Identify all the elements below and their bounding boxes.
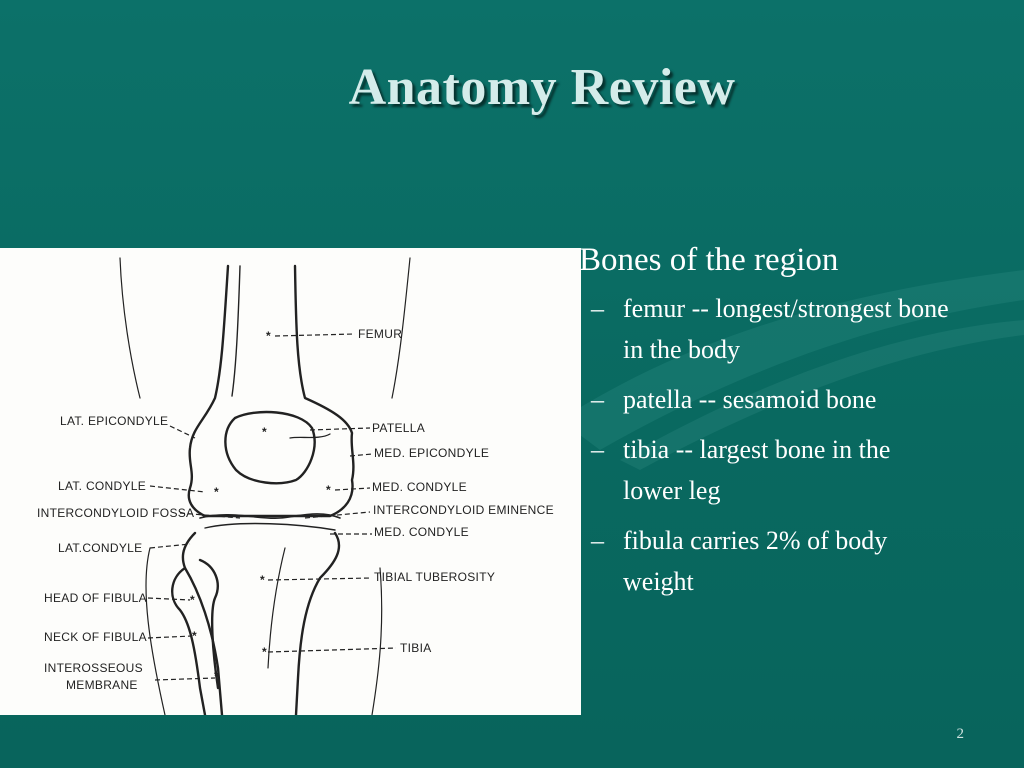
section-heading: Bones of the region xyxy=(579,242,839,278)
label-lat-condyle-tibia: LAT.CONDYLE xyxy=(58,541,143,555)
svg-text:*: * xyxy=(262,425,267,439)
label-tibial-tuberosity: TIBIAL TUBEROSITY xyxy=(374,570,496,584)
bullet-text: patella -- sesamoid bone xyxy=(623,385,877,414)
bullet-text: fibula carries 2% of body weight xyxy=(623,526,888,596)
bullet-dash: – xyxy=(591,526,604,555)
label-patella: PATELLA xyxy=(372,421,426,435)
patella-outline xyxy=(225,412,314,483)
label-intercondyloid-eminence: INTERCONDYLOID EMINENCE xyxy=(373,503,554,517)
svg-text:*: * xyxy=(192,629,197,643)
bullet-item xyxy=(579,429,953,511)
label-neck-of-fibula: NECK OF FIBULA xyxy=(44,630,147,644)
bullet-dash: – xyxy=(591,294,604,323)
bullet-text: femur -- longest/strongest bone in the body xyxy=(623,294,949,364)
bullet-dash: – xyxy=(591,385,604,414)
label-med-condyle: MED. CONDYLE xyxy=(372,480,467,494)
label-lat-condyle: LAT. CONDYLE xyxy=(58,479,147,493)
label-interosseous: INTEROSSEOUS xyxy=(44,661,143,675)
svg-text:*: * xyxy=(214,669,219,683)
bullet-list xyxy=(579,288,999,602)
svg-text:*: * xyxy=(266,329,271,343)
svg-text:*: * xyxy=(260,573,265,587)
label-membrane: MEMBRANE xyxy=(66,678,138,692)
label-med-condyle-tibia: MED. CONDYLE xyxy=(374,525,469,539)
label-intercondyloid-fossa: INTERCONDYLOID FOSSA xyxy=(37,506,195,520)
label-med-epicondyle: MED. EPICONDYLE xyxy=(374,446,490,460)
fibula-outline xyxy=(172,568,205,715)
page-number: 2 xyxy=(956,726,964,742)
svg-text:*: * xyxy=(214,485,219,499)
bullet-item xyxy=(579,379,953,420)
knee-diagram-svg xyxy=(0,248,581,715)
bullet-dash: – xyxy=(591,435,604,464)
bullet-text: tibia -- largest bone in the lower leg xyxy=(623,435,891,505)
slide-content xyxy=(579,240,999,611)
knee-anatomy-diagram xyxy=(0,248,581,715)
femur-outline xyxy=(189,266,354,516)
svg-text:*: * xyxy=(190,593,195,607)
bullet-item xyxy=(579,520,953,602)
label-femur: FEMUR xyxy=(358,327,403,341)
label-tibia: TIBIA xyxy=(400,641,432,655)
bullet-item xyxy=(579,288,953,370)
slide-title: Anatomy Review xyxy=(348,59,736,116)
svg-text:*: * xyxy=(326,483,331,497)
label-lat-epicondyle: LAT. EPICONDYLE xyxy=(60,414,169,428)
svg-text:*: * xyxy=(262,645,267,659)
label-head-of-fibula: HEAD OF FIBULA xyxy=(44,591,147,605)
